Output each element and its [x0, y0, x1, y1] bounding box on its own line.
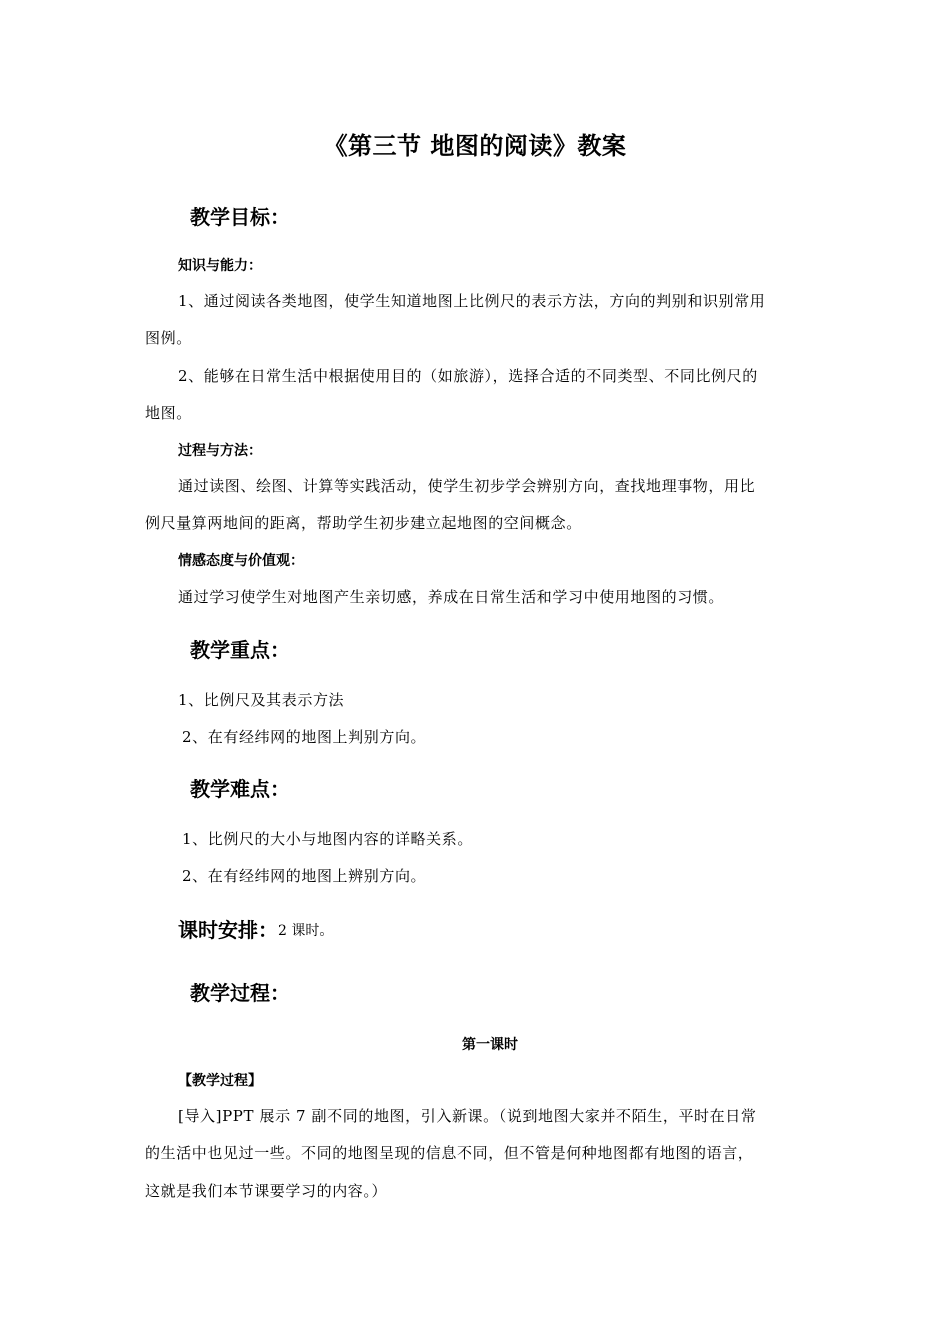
difficulty-item-1: 1、比例尺的大小与地图内容的详略关系。: [182, 830, 473, 848]
knowledge-item-2-line1: 2、能够在日常生活中根据使用目的（如旅游），选择合适的不同类型、不同比例尺的: [178, 367, 758, 385]
attitude-line1: 通过学习使学生对地图产生亲切感，养成在日常生活和学习中使用地图的习惯。: [178, 588, 725, 606]
objectives-heading: 教学目标：: [190, 205, 290, 229]
attitude-heading: 情感态度与价值观：: [178, 553, 304, 569]
knowledge-item-1-line1: 1、通过阅读各类地图，使学生知道地图上比例尺的表示方法，方向的判别和识别常用: [178, 292, 766, 310]
key-point-item-1: 1、比例尺及其表示方法: [178, 691, 345, 709]
process-method-heading: 过程与方法：: [178, 443, 262, 459]
schedule-value: 2 课时。: [278, 923, 334, 939]
process-method-line1: 通过读图、绘图、计算等实践活动，使学生初步学会辨别方向，查找地理事物，用比: [178, 477, 756, 495]
difficulties-heading: 教学难点：: [190, 777, 290, 801]
process-heading: 教学过程：: [190, 981, 290, 1005]
process-sub-heading: 【教学过程】: [178, 1073, 262, 1089]
intro-line2: 的生活中也见过一些。不同的地图呈现的信息不同，但不管是何种地图都有地图的语言，: [145, 1144, 754, 1162]
intro-line1: [导入]PPT 展示 7 副不同的地图，引入新课。（说到地图大家并不陌生，平时在日常: [178, 1107, 757, 1125]
knowledge-item-1-line2: 图例。: [145, 329, 192, 347]
lesson-title: 第一课时: [462, 1037, 518, 1053]
key-points-heading: 教学重点：: [190, 638, 290, 662]
knowledge-heading: 知识与能力：: [178, 258, 262, 274]
key-point-item-2: 2、在有经纬网的地图上判别方向。: [182, 728, 427, 746]
process-method-line2: 例尺量算两地间的距离，帮助学生初步建立起地图的空间概念。: [145, 514, 582, 532]
document-title: 《第三节 地图的阅读》教案: [323, 132, 627, 160]
knowledge-item-2-line2: 地图。: [145, 404, 192, 422]
schedule-row: [178, 914, 333, 943]
difficulty-item-2: 2、在有经纬网的地图上辨别方向。: [182, 867, 427, 885]
schedule-label: 课时安排：: [178, 918, 278, 942]
intro-line3: 这就是我们本节课要学习的内容。）: [145, 1182, 388, 1200]
